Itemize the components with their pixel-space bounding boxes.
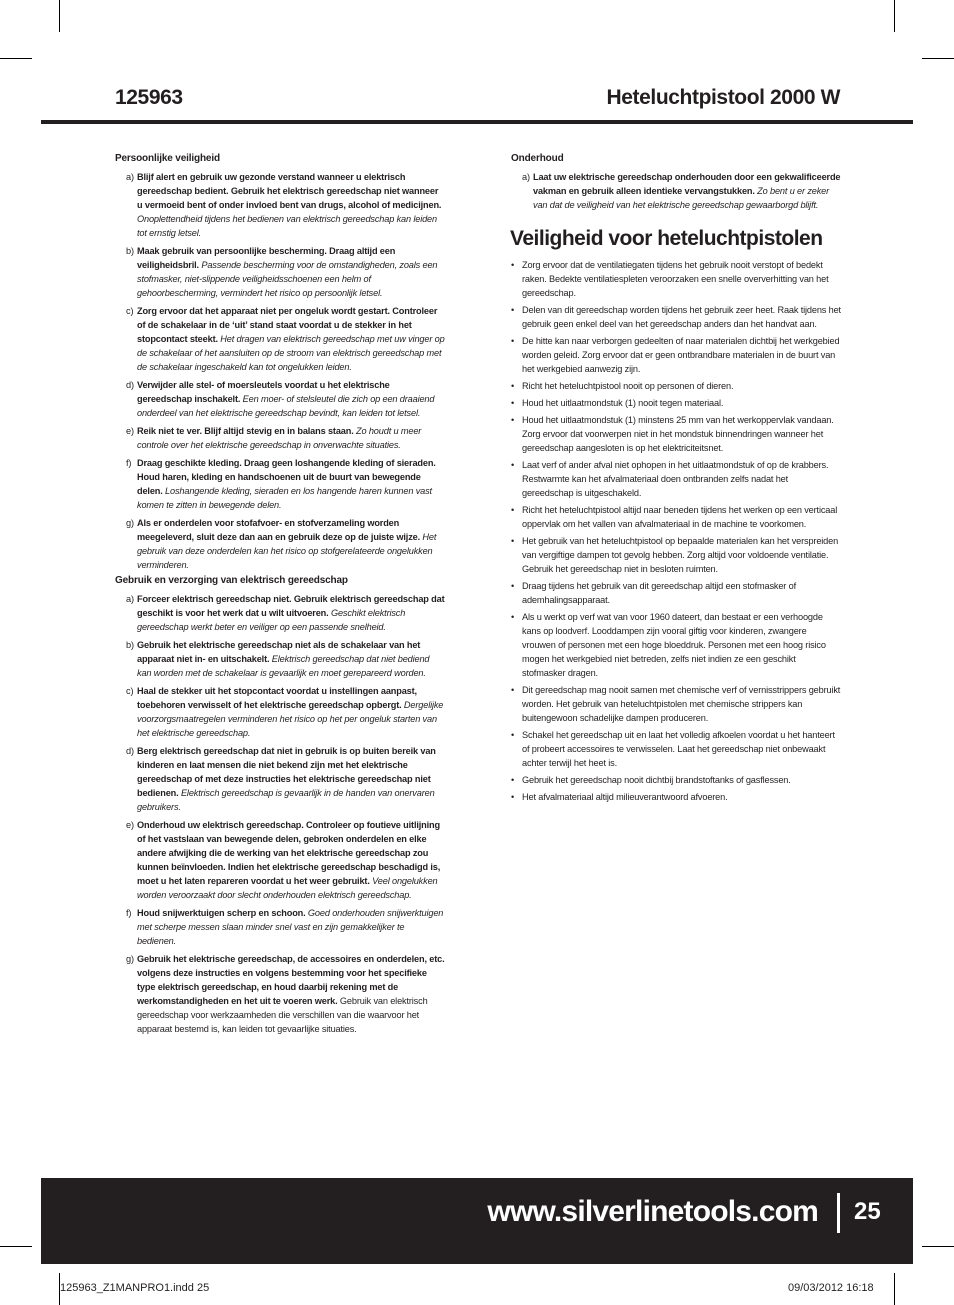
item-italic-text: Veel ongelukken worden veroorzaakt door slecht onderhouden elektrisch gereedschap. [137, 876, 438, 900]
instruction-item [115, 684, 445, 740]
item-italic-text: Elektrisch gereedschap dat niet bediend kan worden met de schakelaar is gevaarlijk en moet gerepareerd worden. [137, 654, 430, 678]
bullet-text: Schakel het gereedschap uit en laat het volledig afkoelen voordat u het hanteert of probeert accessoires te verwisselen. Laat het gereedschap niet onbewaakt achter terwijl het heet is. [522, 730, 835, 768]
item-text [533, 172, 840, 210]
bullet-item [511, 258, 841, 300]
instruction-item [115, 244, 445, 300]
product-code: 125963 [115, 86, 183, 109]
item-label: c) [126, 306, 134, 316]
section-title: Veiligheid voor heteluchtpistolen [510, 227, 823, 250]
onderhoud-list [511, 170, 841, 212]
item-label: b) [126, 640, 134, 650]
item-bold-text: Gebruik het elektrische gereedschap, de accessoires en onderdelen, etc. volgens deze instructies en volgens bestemming voor het specifieke type elektrisch gereedschap, en houd daarbij rekening met de werkomstandigheden en het uit te voeren werk. [137, 954, 445, 1006]
item-label: a) [522, 172, 530, 182]
slug-file: 125963_Z1MANPRO1.indd 25 [60, 1282, 210, 1294]
website-url[interactable]: www.silverlinetools.com [487, 1195, 818, 1228]
item-label: e) [126, 426, 134, 436]
crop-mark [922, 1246, 954, 1247]
bullet-marker: • [511, 336, 515, 346]
item-italic-text: Passende bescherming voor de omstandigheden, zoals een stofmasker, niet-slippende veiligheidsschoenen een helm of gehoorbescherming, vermindert het risico op persoonlijk letsel. [137, 260, 438, 298]
item-bold-text: Als er onderdelen voor stofafvoer- en stofverzameling worden meegeleverd, sluit deze dan aan en gebruik deze op de juiste wijze. [137, 518, 421, 542]
bullet-text: Als u werkt op verf wat van voor 1960 dateert, dan bestaat er een verhoogde kans op loodverf. Looddampen zijn vooral giftig voor kinderen, zwangere vrouwen of personen met een hoge bloeddruk. Personen met een hoog risico mogen het werkgebied niet betreden, zelfs niet indien ze een geschikt stofmasker dragen. [522, 612, 826, 678]
item-bold-text: Draag geschikte kleding. Draag geen loshangende kleding of sieraden. Houd haren, kleding en handschoenen uit de buurt van bewegende delen. [137, 458, 436, 496]
item-text [137, 380, 434, 418]
slug-datetime: 09/03/2012 16:18 [788, 1282, 874, 1294]
bullet-marker: • [511, 398, 515, 408]
footer-bar [41, 1178, 913, 1264]
bullet-text: De hitte kan naar verborgen gedeelten of naar materialen dichtbij het werkgebied worden geleid. Zorg ervoor dat er geen ontbrandbare materialen in de buurt van het werkgebied aanwezig zijn. [522, 336, 840, 374]
item-label: a) [126, 594, 134, 604]
crop-mark [0, 1246, 32, 1247]
bullet-marker: • [511, 505, 515, 515]
bullet-item [511, 396, 841, 410]
section-heading: Persoonlijke veiligheid [115, 153, 220, 164]
item-text [137, 172, 441, 238]
crop-mark [894, 0, 895, 32]
bullet-marker: • [511, 581, 515, 591]
item-label: d) [126, 746, 134, 756]
bullet-item [511, 503, 841, 531]
bullet-item [511, 683, 841, 725]
bullet-item [511, 413, 841, 455]
item-bold-text: Laat uw elektrische gereedschap onderhouden door een gekwalificeerde vakman en gebruik alleen identieke vervangstukken. [533, 172, 841, 196]
item-text [137, 746, 436, 812]
page-number: 25 [854, 1198, 881, 1225]
instruction-item [115, 906, 445, 948]
item-italic-text: Elektrisch gereedschap is gevaarlijk in de handen van onervaren gebruikers. [137, 788, 435, 812]
item-bold-text: Berg elektrisch gereedschap dat niet in gebruik is op buiten bereik van kinderen en laat mensen die niet bekend zijn met het elektrische gereedschap of met deze instructies het elektrische gereedschap niet bedienen. [137, 746, 436, 798]
bullet-text: Dit gereedschap mag nooit samen met chemische verf of vernisstrippers gebruikt worden. Het gebruik van heteluchtpistolen met chemische strippers kan buitengewoon schadelijke dampen produceren. [522, 685, 841, 723]
page-header [115, 86, 840, 116]
bullet-marker: • [511, 415, 515, 425]
instruction-item [115, 456, 445, 512]
bullet-text: Delen van dit gereedschap worden tijdens het gebruik zeer heet. Raak tijdens het gebruik geen enkel deel van het gereedschap anders dan het handvat aan. [522, 305, 841, 329]
bullet-item [511, 728, 841, 770]
bullet-marker: • [511, 775, 515, 785]
bullet-marker: • [511, 381, 515, 391]
item-plain-text: Gebruik van elektrisch gereedschap voor werkzaamheden die verschillen van die waarvoor het apparaat bestemd is, kan leiden tot gevaarlijke situaties. [137, 996, 428, 1034]
item-text [137, 594, 444, 632]
bullet-text: Het afvalmateriaal altijd milieuverantwoord afvoeren. [522, 792, 728, 802]
section-heading: Gebruik en verzorging van elektrisch gereedschap [115, 575, 348, 586]
item-bold-text: Forceer elektrisch gereedschap niet. Gebruik elektrisch gereedschap dat geschikt is voor het werk dat u wilt uitvoeren. [137, 594, 445, 618]
item-bold-text: Zorg ervoor dat het apparaat niet per ongeluk wordt gestart. Controleer of de schakelaar in de ‘uit’ stand staat voordat u de stekker in het stopcontact steekt. [137, 306, 438, 344]
item-text [137, 458, 436, 510]
item-italic-text: Onoplettendheid tijdens het bedienen van elektrisch gereedschap kan leiden tot ernstig letsel. [137, 214, 437, 238]
bullet-item [511, 334, 841, 376]
item-bold-text: Onderhoud uw elektrisch gereedschap. Controleer op foutieve uitlijning of het vastslaan van bewegende delen, gebroken onderdelen en elke andere afwijking die de werking van het elektrische gereedschap zou kunnen beïnvloeden. Indien het elektrische gereedschap beschadigd is, moet u het laten repareren voordat u het weer gebruikt. [137, 820, 441, 886]
item-text [137, 518, 436, 570]
bullet-item [511, 579, 841, 607]
bullet-text: Houd het uitlaatmondstuk (1) nooit tegen materiaal. [522, 398, 724, 408]
instruction-item [115, 170, 445, 240]
item-italic-text: Zo houdt u meer controle over het elektrische gereedschap in onverwachte situaties. [137, 426, 422, 450]
instruction-item [115, 516, 445, 572]
bullet-item [511, 458, 841, 500]
bullet-item [511, 773, 841, 787]
instruction-item [115, 818, 445, 902]
item-italic-text: Dergelijke voorzorgsmaatregelen verminderen het risico op het per ongeluk starten van het elektrische gereedschap. [137, 700, 444, 738]
item-label: f) [126, 908, 132, 918]
bullet-item [511, 790, 841, 804]
header-rule [41, 120, 913, 124]
item-text [137, 426, 421, 450]
item-italic-text: Geschikt elektrisch gereedschap werkt beter en veiliger op een passende snelheid. [137, 608, 406, 632]
instruction-item [115, 744, 445, 814]
bullet-item [511, 379, 841, 393]
bullet-text: Houd het uitlaatmondstuk (1) minstens 25 mm van het werkoppervlak vandaan. Zorg ervoor dat voorwerpen niet in het mondstuk binnendringen wanneer het gereedschap aangesloten is op het elektriciteitsnet. [522, 415, 834, 453]
item-label: f) [126, 458, 132, 468]
item-label: b) [126, 246, 134, 256]
item-label: d) [126, 380, 134, 390]
left-column [115, 152, 445, 1040]
item-bold-text: Verwijder alle stel- of moersleutels voordat u het elektrische gereedschap inschakelt. [137, 380, 390, 404]
item-label: g) [126, 518, 134, 528]
item-label: c) [126, 686, 134, 696]
bullet-text: Richt het heteluchtpistool nooit op personen of dieren. [522, 381, 734, 391]
bullet-text: Draag tijdens het gebruik van dit gereedschap altijd een stofmasker of ademhalingsapparaat. [522, 581, 796, 605]
item-label: a) [126, 172, 134, 182]
crop-mark [0, 58, 32, 59]
item-bold-text: Haal de stekker uit het stopcontact voordat u instellingen aanpast, toebehoren verwisselt of het elektrische gereedschap opbergt. [137, 686, 417, 710]
product-title: Heteluchtpistool 2000 W [606, 86, 840, 109]
item-italic-text: Zo bent u er zeker van dat de veiligheid van het elektrische gereedschap gewaarborgd blijft. [533, 186, 830, 210]
item-text [137, 246, 437, 298]
bullet-text: Laat verf of ander afval niet ophopen in het uitlaatmondstuk of op de krabbers. Restwarmte kan het afvalmateriaal doen ontbranden zelfs nadat het gereedschap is uitgeschakeld. [522, 460, 829, 498]
section-heading-onderhoud: Onderhoud [511, 153, 564, 164]
instruction-item [511, 170, 841, 212]
item-text [137, 908, 443, 946]
bullet-text: Richt het heteluchtpistool altijd naar beneden tijdens het werken op een verticaal oppervlak om het vallen van afvalmateriaal in de machine te voorkomen. [522, 505, 838, 529]
item-bold-text: Blijf alert en gebruik uw gezonde verstand wanneer u elektrisch gereedschap bedient. Gebruik het elektrisch gereedschap niet wanneer u vermoeid bent of onder invloed bent van drugs, alcohol of medicijnen. [137, 172, 442, 210]
bullet-text: Zorg ervoor dat de ventilatiegaten tijdens het gebruik nooit verstopt of bedekt raken. Bedekte ventilatiespleten veroorzaken een snelle oververhitting van het gereedschap. [522, 260, 829, 298]
safety-bullet-list [511, 258, 841, 804]
item-text [137, 686, 443, 738]
item-label: g) [126, 954, 134, 964]
item-label: e) [126, 820, 134, 830]
instruction-item [115, 424, 445, 452]
instruction-item [115, 378, 445, 420]
bullet-item [511, 303, 841, 331]
bullet-marker: • [511, 792, 515, 802]
crop-mark [59, 0, 60, 32]
footer-divider [837, 1193, 840, 1233]
bullet-marker: • [511, 305, 515, 315]
instruction-item [115, 592, 445, 634]
item-bold-text: Maak gebruik van persoonlijke bescherming. Draag altijd een veiligheidsbril. [137, 246, 396, 270]
instruction-item [115, 638, 445, 680]
bullet-text: Het gebruik van het heteluchtpistool op bepaalde materialen kan het verspreiden van vergiftige dampen tot gevolg hebben. Zorg altijd voor voldoende ventilatie. Gebruik het gereedschap niet in besloten ruimten. [522, 536, 839, 574]
bullet-marker: • [511, 730, 515, 740]
instruction-item [115, 952, 445, 1036]
item-text [137, 820, 440, 900]
bullet-marker: • [511, 460, 515, 470]
item-italic-text: Een moer- of stelsleutel die zich op een draaiend onderdeel van het elektrische gereedschap bevindt, kan leiden tot letsel. [137, 394, 435, 418]
bullet-marker: • [511, 536, 515, 546]
bullet-marker: • [511, 612, 515, 622]
bullet-marker: • [511, 685, 515, 695]
bullet-marker: • [511, 260, 515, 270]
item-bold-text: Houd snijwerktuigen scherp en schoon. [137, 908, 306, 918]
instruction-item [115, 304, 445, 374]
item-text [137, 306, 445, 372]
item-text [137, 954, 444, 1034]
item-italic-text: Loshangende kleding, sieraden en los hangende haren kunnen vast komen te zitten in bewegende delen. [137, 486, 432, 510]
item-italic-text: Het gebruik van deze onderdelen kan het risico op stofgerelateerde ongelukken verminderen. [137, 532, 437, 570]
item-bold-text: Gebruik het elektrische gereedschap niet als de schakelaar van het apparaat niet in- en uitschakelt. [137, 640, 421, 664]
item-italic-text: Goed onderhouden snijwerktuigen met scherpe messen slaan minder snel vast en zijn gemakkelijker te bedienen. [137, 908, 444, 946]
item-italic-text: Het dragen van elektrisch gereedschap met uw vinger op de schakelaar of het aansluiten op de stroom van elektrisch gereedschap met de schakelaar ingeschakeld kan tot ongelukken leiden. [137, 334, 445, 372]
bullet-text: Gebruik het gereedschap nooit dichtbij brandstoftanks of gasflessen. [522, 775, 791, 785]
right-column [511, 152, 841, 807]
bullet-item [511, 610, 841, 680]
item-bold-text: Reik niet te ver. Blijf altijd stevig en in balans staan. [137, 426, 354, 436]
item-text [137, 640, 429, 678]
bullet-item [511, 534, 841, 576]
crop-mark [922, 58, 954, 59]
crop-mark [894, 1273, 895, 1305]
